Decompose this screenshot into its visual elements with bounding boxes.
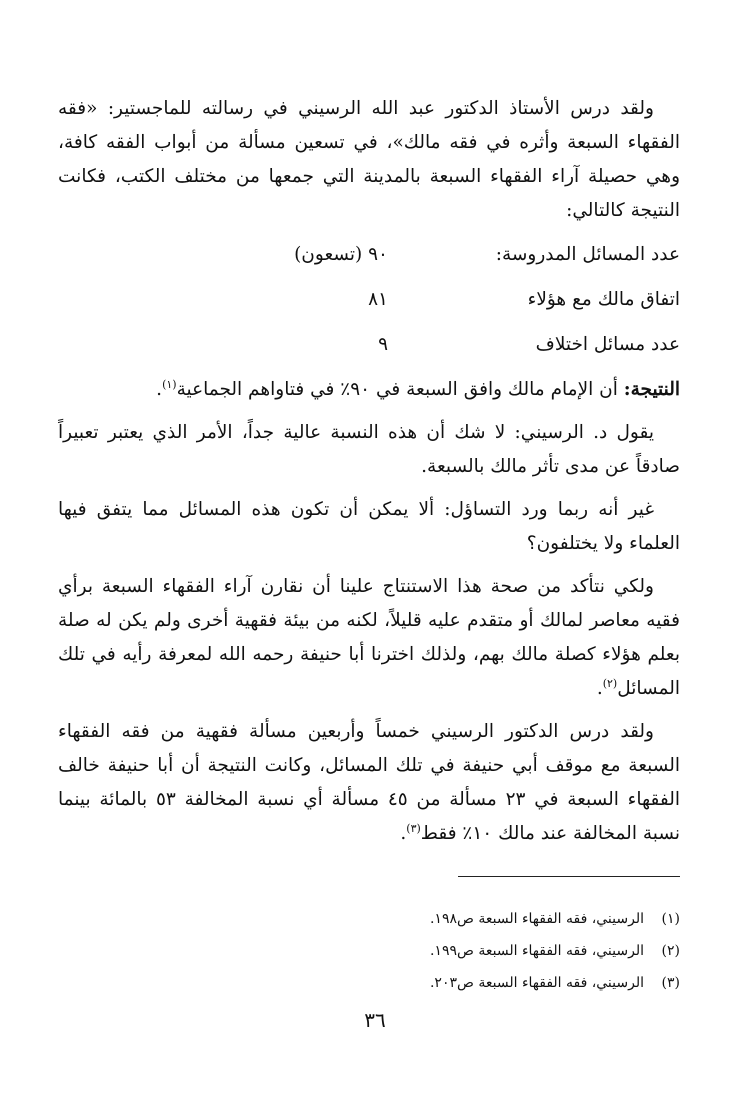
page-number: ٣٦ — [364, 1008, 386, 1032]
footnote-number: (٣) — [661, 975, 680, 991]
stat-value: ٩٠ (تسعون) — [294, 243, 388, 265]
stats-table — [58, 232, 680, 367]
stat-value: ٩ — [378, 333, 388, 355]
result-paragraph — [58, 373, 680, 407]
stat-label: اتفاق مالك مع هؤلاء — [527, 288, 680, 310]
footnotes — [300, 903, 680, 999]
paragraph-5 — [58, 715, 680, 851]
paragraph-2: يقول د. الرسيني: لا شك أن هذه النسبة عالية جداً، الأمر الذي يعتبر تعبيراً صادقاً عن مدى تأثر مالك بالسبعة. — [58, 422, 680, 477]
period: . — [156, 379, 163, 400]
footnote-item — [300, 935, 680, 967]
paragraph-3: غير أنه ربما ورد التساؤل: ألا يمكن أن تكون هذه المسائل مما يتفق فيها العلماء ولا يختلفون؟ — [58, 499, 680, 554]
footnote-item — [300, 903, 680, 935]
stat-row — [58, 277, 680, 322]
main-text — [58, 92, 680, 851]
paragraph-1: ولقد درس الأستاذ الدكتور عبد الله الرسيني في رسالته للماجستير: «فقه الفقهاء السبعة وأثره في فقه مالك»، في تسعين مسألة من أبواب الفقه كافة، وهي حصيلة آراء الفقهاء السبعة بالمدينة التي جمعها من مختلف الكتب، فكانت النتيجة كالتالي: — [58, 98, 680, 221]
footnote-separator — [458, 876, 680, 877]
footnote-text: الرسيني، فقه الفقهاء السبعة ص١٩٨. — [429, 911, 644, 927]
footnote-text: الرسيني، فقه الفقهاء السبعة ص٢٠٣. — [429, 975, 644, 991]
stat-row — [58, 322, 680, 367]
stat-label: عدد المسائل المدروسة: — [495, 243, 680, 265]
result-label: النتيجة: — [623, 379, 680, 400]
footnote-ref-2: (٢) — [602, 676, 618, 690]
result-text: أن الإمام مالك وافق السبعة في ٩٠٪ في فتاواهم الجماعية — [176, 379, 618, 400]
footnote-number: (١) — [661, 911, 680, 927]
stat-label: عدد مسائل اختلاف — [535, 333, 680, 355]
period: . — [596, 678, 603, 699]
footnote-text: الرسيني، فقه الفقهاء السبعة ص١٩٩. — [429, 943, 644, 959]
footnote-ref-1: (١) — [162, 377, 177, 391]
period: . — [400, 823, 407, 844]
paragraph-4-text: ولكي نتأكد من صحة هذا الاستنتاج علينا أن نقارن آراء الفقهاء السبعة برأي فقيه معاصر لمالك أو متقدم عليه قليلاً، لكنه من بيئة فقهية أخرى ولم يكن له صلة بعلم هؤلاء كصلة مالك بهم، ولذلك اخترنا أبا حنيفة رحمه الله لمعرفة رأيه في تلك المسائل — [58, 576, 680, 699]
footnote-ref-3: (٣) — [406, 821, 421, 835]
stat-row — [58, 232, 680, 277]
footnote-item — [300, 967, 680, 999]
stat-value: ٨١ — [368, 288, 388, 310]
paragraph-4 — [58, 570, 680, 706]
paragraph-5-text: ولقد درس الدكتور الرسيني خمساً وأربعين مسألة فقهية من فقه الفقهاء السبعة مع موقف أبي حنيفة في تلك المسائل، وكانت النتيجة أن أبا حنيفة خالف الفقهاء السبعة في ٢٣ مسألة من ٤٥ مسألة أي نسبة المخالفة ٥٣ بالمائة بينما نسبة المخالفة عند مالك ١٠٪ فقط — [58, 721, 680, 844]
footnote-number: (٢) — [661, 943, 680, 959]
